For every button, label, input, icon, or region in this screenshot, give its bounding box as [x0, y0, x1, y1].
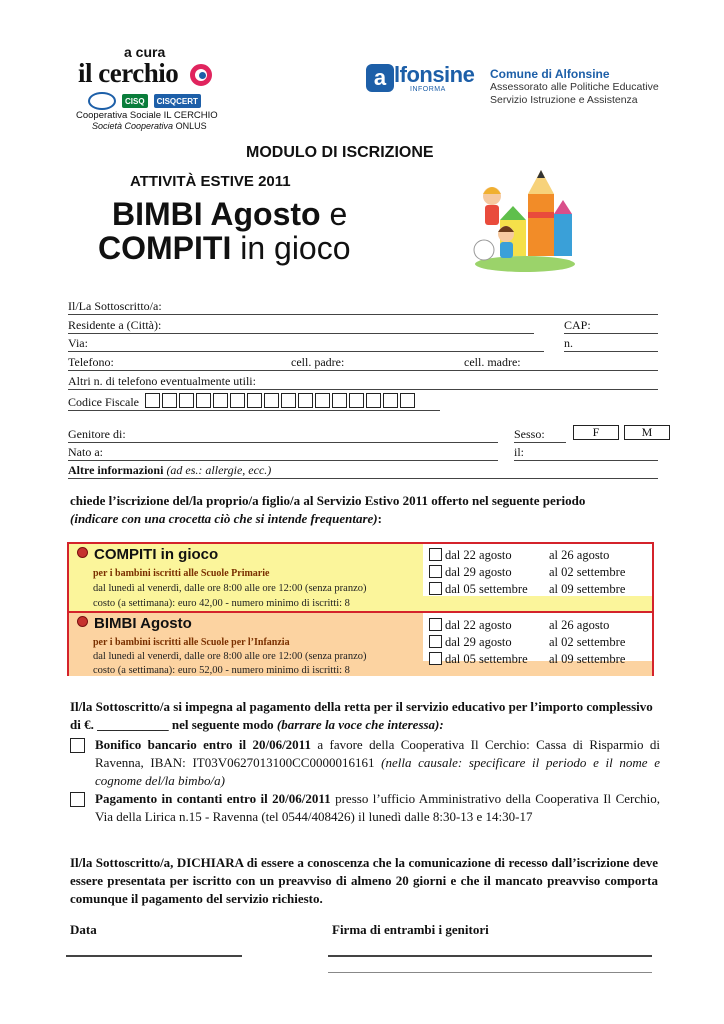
bullet-icon — [77, 616, 88, 627]
activity-title-text: COMPITI in gioco — [94, 546, 219, 563]
activity-subtitle: per i bambini iscritti alle Scuole per l’Infanzia — [93, 637, 290, 648]
data-nascita-field[interactable] — [514, 460, 658, 461]
declaration-text: Il/la Sottoscritto/a, DICHIARA di essere a conoscenza che la comunicazione di recesso dall’iscrizione deve essere presentata per iscritto con un preavviso di almeno 20 giorni e che il mancato preavviso comporta comunque il pagamento del servizio richiesto. — [70, 855, 658, 906]
activity-cost: costo (a settimana): euro 52,00 - numero minimo di iscritti: 8 — [93, 665, 350, 676]
residente-field[interactable] — [68, 333, 534, 334]
numero-field[interactable] — [564, 351, 658, 352]
period-checkbox[interactable] — [429, 635, 442, 648]
payment-intro-italic: (barrare la voce che interessa): — [276, 717, 444, 732]
title2-normal: in gioco — [231, 230, 351, 266]
period-to: al 09 settembre — [549, 582, 626, 596]
period-to: al 02 settembre — [549, 565, 626, 579]
bonifico-italic: (nella causale: specificare il periodo e il nome e cognome del/la bimbo/a) — [95, 755, 660, 788]
main-title-line2 — [98, 230, 351, 267]
period-from: dal 22 agosto — [445, 618, 512, 632]
request-text — [70, 492, 660, 528]
nato-field[interactable] — [68, 460, 498, 461]
comune-line2: Assessorato alle Politiche Educative — [490, 81, 659, 93]
codice-fiscale-boxes[interactable] — [145, 393, 417, 409]
children-pencil-illustration — [470, 164, 580, 272]
request-line2-italic: (indicare con una crocetta ciò che si intende frequentare) — [70, 511, 378, 526]
activity-periods — [423, 613, 652, 676]
bonifico-checkbox[interactable] — [70, 738, 85, 753]
payment-intro — [70, 698, 658, 734]
period-checkbox[interactable] — [429, 652, 442, 665]
cap-field[interactable] — [564, 333, 658, 334]
altre-info-bold: Altre informazioni — [68, 463, 164, 477]
contanti-checkbox[interactable] — [70, 792, 85, 807]
period-checkbox[interactable] — [429, 548, 442, 561]
via-label: Via: — [68, 336, 88, 350]
altri-tel-label: Altri n. di telefono eventualmente utili: — [68, 374, 256, 388]
bonifico-text — [95, 736, 660, 790]
cerchio-logo — [66, 40, 226, 140]
activity-row-compiti — [69, 544, 652, 611]
activities-table — [67, 542, 654, 676]
comune-name: Comune di Alfonsine — [490, 67, 610, 81]
contanti-bold: Pagamento in contanti entro il 20/06/2011 — [95, 791, 331, 806]
activity-subtitle: per i bambini iscritti alle Scuole Primarie — [93, 568, 270, 579]
activity-title-text: BIMBI Agosto — [94, 615, 192, 632]
main-title-line1 — [112, 196, 347, 233]
logo-a-cura-text: a cura — [124, 44, 166, 60]
contanti-details: presso l’ufficio Amministrativo della Cooperativa Il Cerchio, Via della Lirica n.15 - Ravenna (tel 0544/408426) il lunedì dalle 8:30-13 e 14:30-17 — [95, 791, 660, 824]
activity-row-bimbi — [69, 611, 652, 676]
altre-info-italic: (ad es.: allergie, ecc.) — [163, 463, 272, 477]
codice-fiscale-underline — [68, 410, 440, 411]
contanti-text — [95, 790, 660, 826]
alfonsine-informa-logo — [358, 50, 488, 110]
cisqcert-badge-icon: CISQCERT — [154, 94, 201, 108]
alfonsine-word: lfonsine — [394, 62, 475, 87]
genitore-label: Genitore di: — [68, 427, 126, 441]
altre-info-label — [68, 463, 271, 478]
logo-coop-type — [92, 121, 207, 131]
logo-coop-name: Cooperativa Sociale IL CERCHIO — [76, 110, 218, 121]
comune-line3: Servizio Istruzione e Assistenza — [490, 94, 638, 106]
date-label: Data — [70, 922, 97, 937]
sesso-m-box[interactable]: M — [624, 425, 670, 440]
data-nascita-label: il: — [514, 445, 525, 459]
activity-info — [69, 613, 423, 676]
cisq-badge-icon: CISQ — [122, 94, 148, 108]
payment-option-contanti[interactable] — [70, 790, 660, 826]
altri-tel-field[interactable] — [68, 389, 658, 390]
title2-bold: COMPITI — [98, 230, 232, 266]
form-subtitle: ATTIVITÀ ESTIVE 2011 — [130, 173, 291, 190]
cap-label: CAP: — [564, 318, 591, 332]
bullet-icon — [77, 547, 88, 558]
sesso-label: Sesso: — [514, 427, 545, 441]
activity-schedule: dal lunedì al venerdì, dalle ore 8:00 alle ore 12:00 (senza pranzo) — [93, 651, 367, 662]
title1-bold: BIMBI Agosto — [112, 196, 321, 232]
period-from: dal 05 settembre — [445, 652, 528, 666]
cerchio-ring-icon — [190, 64, 212, 86]
period-checkbox[interactable] — [429, 565, 442, 578]
certification-badges — [88, 92, 201, 110]
period-from: dal 29 agosto — [445, 565, 512, 579]
sottoscritto-field[interactable] — [68, 314, 658, 315]
period-to: al 26 agosto — [549, 618, 610, 632]
cell-padre-label: cell. padre: — [291, 355, 345, 369]
telefono-label: Telefono: — [68, 355, 114, 369]
period-from: dal 22 agosto — [445, 548, 512, 562]
logo-coop-type-a: Società Cooperativa — [92, 121, 174, 131]
signature-field-2[interactable] — [328, 972, 652, 973]
period-from: dal 29 agosto — [445, 635, 512, 649]
residente-label: Residente a (Città): — [68, 318, 162, 332]
activity-cost: costo (a settimana): euro 42,00 - numero minimo di iscritti: 8 — [93, 598, 350, 609]
informa-text: INFORMA — [410, 86, 446, 93]
numero-label: n. — [564, 336, 573, 350]
bonifico-details: a favore della Cooperativa Il Cerchio: Cassa di Risparmio di Ravenna, IBAN: IT03V0627013100CC0000016161 — [95, 737, 660, 770]
title1-normal: e — [320, 196, 348, 232]
codice-fiscale-label: Codice Fiscale — [68, 395, 139, 409]
logo-cerchio-name: il cerchio — [78, 58, 179, 88]
period-checkbox[interactable] — [429, 582, 442, 595]
sottoscritto-label: Il/La Sottoscritto/a: — [68, 299, 162, 313]
sesso-underline — [514, 442, 566, 443]
period-from: dal 05 settembre — [445, 582, 528, 596]
payment-intro-text: Il/la Sottoscritto/a si impegna al pagamento della retta per il servizio educativo per l’importo complessivo di €. ___________ nel seguente modo — [70, 699, 653, 732]
activity-schedule: dal lunedì al venerdì, dalle ore 8:00 alle ore 12:00 (senza pranzo) — [93, 583, 367, 594]
altre-info-field[interactable] — [68, 478, 658, 479]
period-to: al 26 agosto — [549, 548, 610, 562]
form-title: MODULO DI ISCRIZIONE — [246, 144, 434, 161]
alfonsine-a-icon: a — [366, 64, 394, 92]
payment-option-bonifico[interactable] — [70, 736, 660, 790]
request-line2-end: : — [377, 511, 382, 526]
logo-coop-type-b: ONLUS — [175, 121, 207, 131]
request-line1: chiede l’iscrizione del/la proprio/a figlio/a al Servizio Estivo 2011 offerto nel seguente periodo — [70, 493, 586, 508]
date-field[interactable] — [66, 955, 242, 957]
activity-title — [77, 546, 218, 563]
period-to: al 09 settembre — [549, 652, 626, 666]
period-checkbox[interactable] — [429, 618, 442, 631]
signature-label: Firma di entrambi i genitori — [332, 922, 489, 937]
telefono-field[interactable] — [68, 370, 658, 371]
cell-madre-label: cell. madre: — [464, 355, 521, 369]
comune-header — [490, 67, 659, 107]
bonifico-bold: Bonifico bancario entro il 20/06/2011 — [95, 737, 311, 752]
activity-title — [77, 615, 192, 632]
iso-badge-icon — [88, 92, 116, 110]
request-line2 — [70, 510, 660, 528]
nato-label: Nato a: — [68, 445, 103, 459]
period-to: al 02 settembre — [549, 635, 626, 649]
via-field[interactable] — [68, 351, 544, 352]
activity-periods — [423, 544, 652, 611]
sesso-f-box[interactable]: F — [573, 425, 619, 440]
genitore-field[interactable] — [68, 442, 498, 443]
activity-info — [69, 544, 423, 611]
signature-field-1[interactable] — [328, 955, 652, 957]
